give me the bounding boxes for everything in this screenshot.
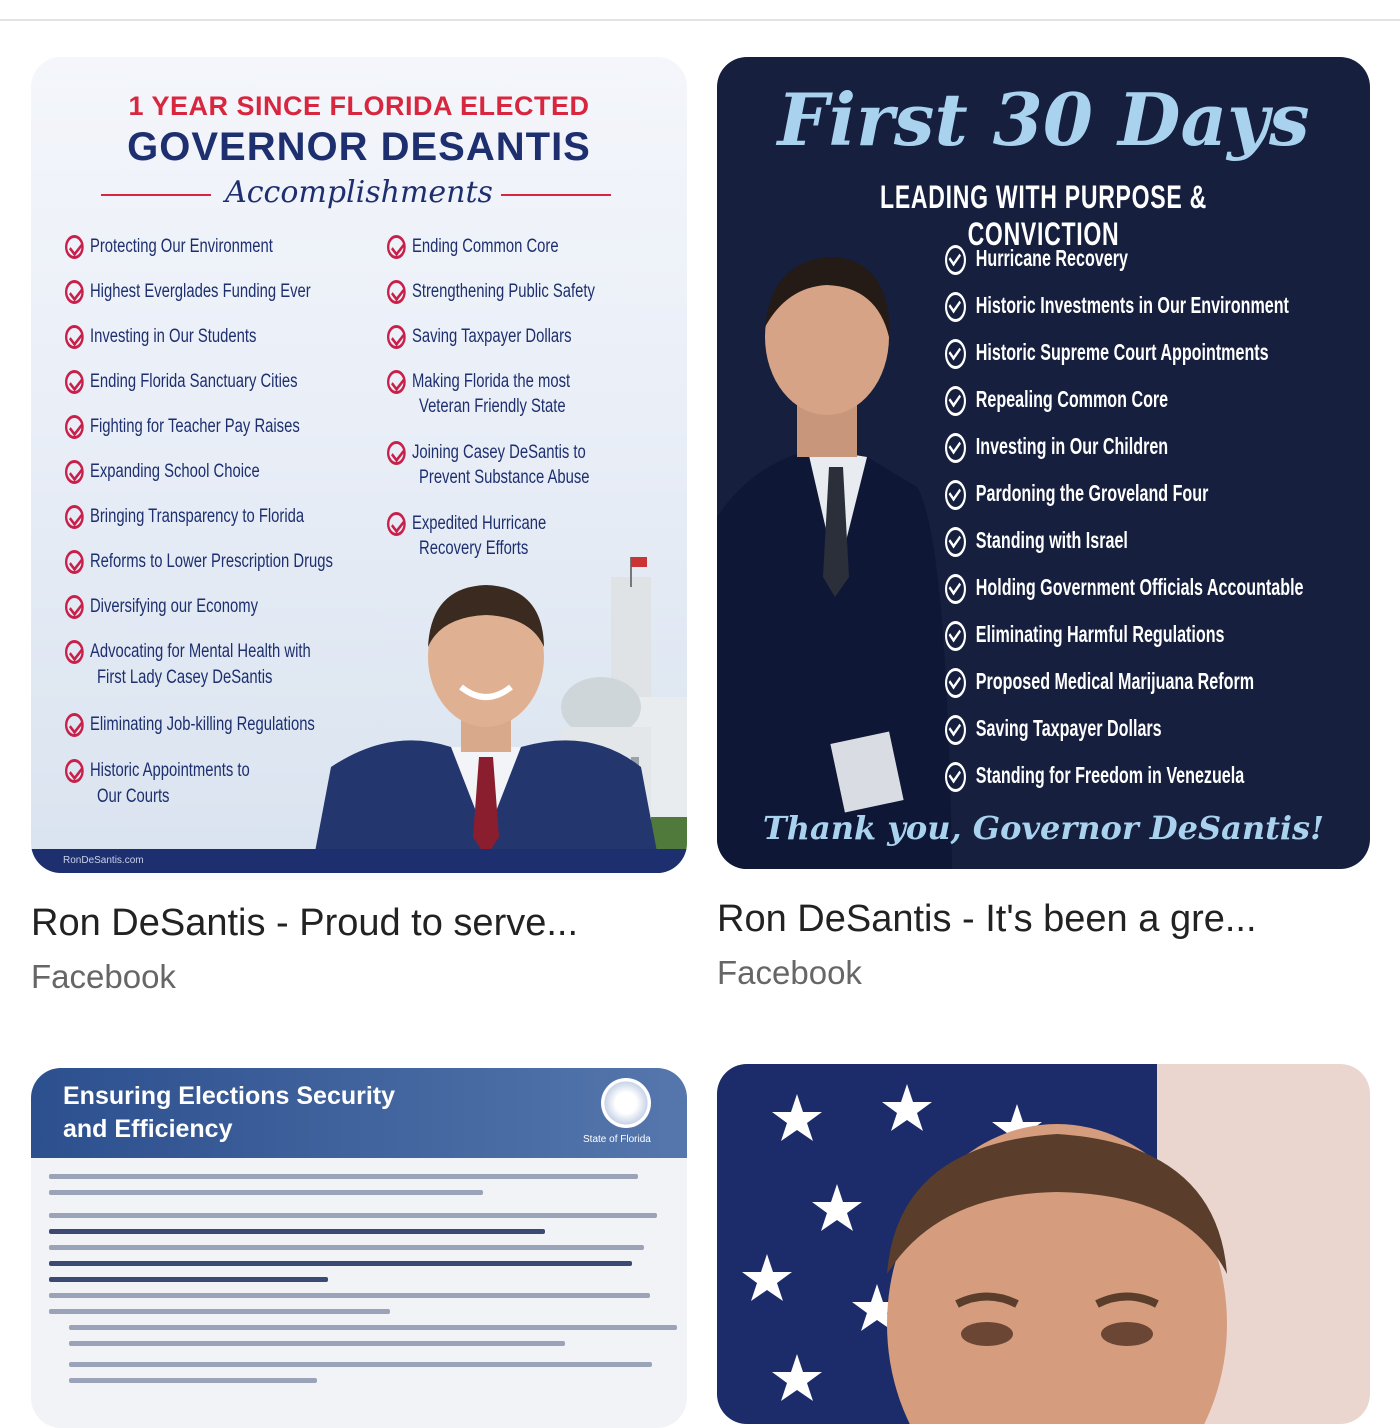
checkmark-icon <box>945 245 966 275</box>
result-title-2[interactable]: Ron DeSantis - It's been a gre... <box>717 898 1257 940</box>
list-item: Reforms to Lower Prescription Drugs <box>65 550 333 574</box>
checkmark-icon <box>945 339 966 369</box>
list-item: Advocating for Mental Health with <box>65 640 311 664</box>
thumb1-footer-text: RonDeSantis.com <box>63 855 144 866</box>
checkmark-icon <box>945 527 966 557</box>
list-item-continuation: Recovery Efforts <box>419 538 529 559</box>
checkmark-icon <box>387 370 406 394</box>
checkmark-icon <box>945 574 966 604</box>
result-title-1[interactable]: Ron DeSantis - Proud to serve... <box>31 902 579 944</box>
list-item: Repealing Common Core <box>945 386 1168 416</box>
checkmark-icon <box>65 460 84 484</box>
list-item: Saving Taxpayer Dollars <box>387 325 571 349</box>
checkmark-icon <box>945 715 966 745</box>
checkmark-icon <box>945 386 966 416</box>
checkmark-icon <box>945 480 966 510</box>
list-item: Proposed Medical Marijuana Reform <box>945 668 1254 698</box>
checkmark-icon <box>945 433 966 463</box>
checkmark-icon <box>65 505 84 529</box>
checkmark-icon <box>945 668 966 698</box>
list-item: Historic Investments in Our Environment <box>945 292 1289 322</box>
list-item: Hurricane Recovery <box>945 245 1128 275</box>
result-source-2[interactable]: Facebook <box>717 954 862 991</box>
list-item: Ending Florida Sanctuary Cities <box>65 370 298 394</box>
checkmark-icon <box>65 370 84 394</box>
top-divider <box>0 19 1400 21</box>
thumb1-footer-bar <box>31 849 687 873</box>
checkmark-icon <box>387 280 406 304</box>
list-item: Bringing Transparency to Florida <box>65 505 304 529</box>
list-item: Highest Everglades Funding Ever <box>65 280 311 304</box>
portrait-photo <box>867 1104 1247 1424</box>
checkmark-icon <box>65 325 84 349</box>
result-thumbnail-2[interactable] <box>717 57 1370 869</box>
list-item: Historic Appointments to <box>65 759 250 783</box>
checkmark-icon <box>387 325 406 349</box>
list-item: Historic Supreme Court Appointments <box>945 339 1269 369</box>
result-source-1[interactable]: Facebook <box>31 958 176 995</box>
portrait-photo <box>301 577 671 873</box>
list-item: Eliminating Harmful Regulations <box>945 621 1224 651</box>
list-item: Saving Taxpayer Dollars <box>945 715 1162 745</box>
thumb1-heading-line3: Accomplishments <box>225 175 493 210</box>
thumb3-seal-label: State of Florida <box>583 1134 651 1145</box>
thumb2-title: First 30 Days <box>777 77 1310 162</box>
list-item: Joining Casey DeSantis to <box>387 441 586 465</box>
checkmark-icon <box>65 713 84 737</box>
list-item: Standing with Israel <box>945 527 1128 557</box>
list-item: Diversifying our Economy <box>65 595 258 619</box>
list-item: Standing for Freedom in Venezuela <box>945 762 1244 792</box>
list-item: Pardoning the Groveland Four <box>945 480 1208 510</box>
result-thumbnail-1[interactable] <box>31 57 687 873</box>
list-item: Investing in Our Children <box>945 433 1168 463</box>
checkmark-icon <box>65 640 84 664</box>
portrait-photo <box>717 257 957 869</box>
checkmark-icon <box>65 595 84 619</box>
thumb3-document-text <box>49 1174 669 1394</box>
checkmark-icon <box>387 441 406 465</box>
thumb1-heading-line1: 1 YEAR SINCE FLORIDA ELECTED <box>128 91 590 121</box>
thumb1-heading-line2: GOVERNOR DESANTIS <box>127 125 591 169</box>
checkmark-icon <box>65 759 84 783</box>
result-thumbnail-4[interactable] <box>717 1064 1370 1424</box>
checkmark-icon <box>65 550 84 574</box>
checkmark-icon <box>387 235 406 259</box>
checkmark-icon <box>945 621 966 651</box>
list-item: Making Florida the most <box>387 370 570 394</box>
list-item-continuation: Prevent Substance Abuse <box>419 467 590 488</box>
checkmark-icon <box>65 235 84 259</box>
checkmark-icon <box>945 762 966 792</box>
list-item-continuation: Veteran Friendly State <box>419 396 566 417</box>
list-item: Expedited Hurricane <box>387 512 546 536</box>
checkmark-icon <box>65 280 84 304</box>
list-item: Expanding School Choice <box>65 460 260 484</box>
list-item: Eliminating Job-killing Regulations <box>65 713 315 737</box>
list-item: Fighting for Teacher Pay Raises <box>65 415 300 439</box>
thumb2-subtitle: LEADING WITH PURPOSE & CONVICTION <box>880 179 1207 252</box>
list-item: Strengthening Public Safety <box>387 280 595 304</box>
list-item: Ending Common Core <box>387 235 559 259</box>
list-item: Holding Government Officials Accountable <box>945 574 1304 604</box>
checkmark-icon <box>945 292 966 322</box>
checkmark-icon <box>65 415 84 439</box>
list-item: Investing in Our Students <box>65 325 256 349</box>
state-seal-icon <box>601 1078 651 1128</box>
thumb3-title: Ensuring Elections Security and Efficiency <box>63 1082 396 1143</box>
list-item-continuation: Our Courts <box>97 786 170 807</box>
thumb3-header-band <box>31 1068 687 1158</box>
result-thumbnail-3[interactable] <box>31 1068 687 1428</box>
list-item-continuation: First Lady Casey DeSantis <box>97 667 273 688</box>
list-item: Protecting Our Environment <box>65 235 273 259</box>
checkmark-icon <box>387 512 406 536</box>
thumb2-closing: Thank you, Governor DeSantis! <box>762 809 1325 847</box>
